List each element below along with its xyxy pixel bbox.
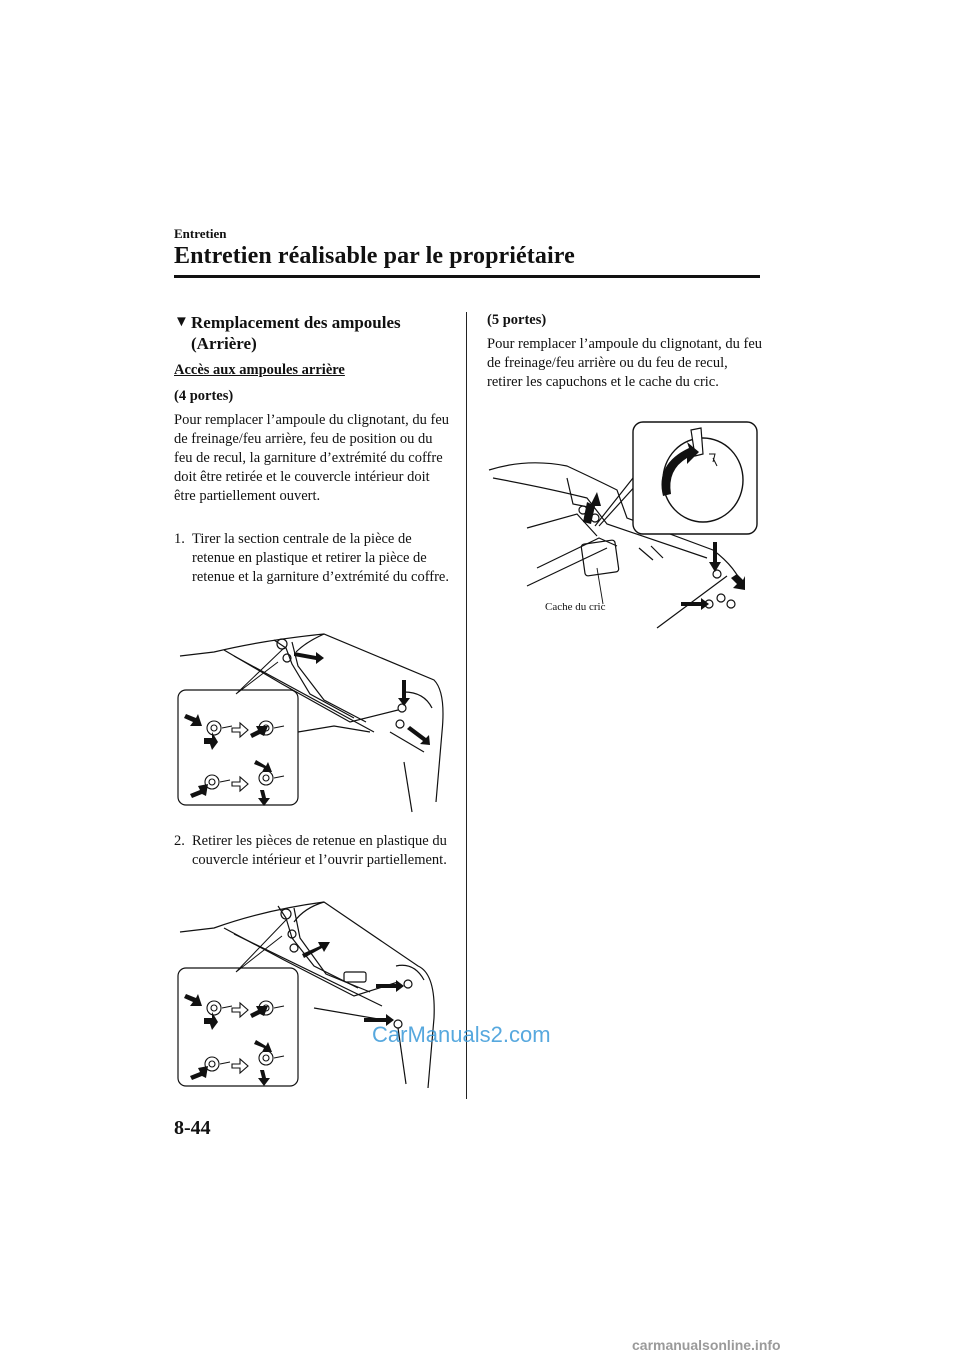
step-number: 1. [174,531,185,547]
subheading: Accès aux ampoules arrière [174,362,345,378]
step-2 [174,832,450,870]
step-number: 2. [174,833,185,849]
page-number: 8-44 [174,1117,211,1139]
site-footer: carmanualsonline.info [632,1337,781,1353]
heading-line-1: Remplacement des ampoules [191,313,401,332]
intro-paragraph: Pour remplacer l’ampoule du clignotant, du feu de freinage/feu arrière ou du feu de recul, retirer les capuchons et le cache du cric. [487,336,763,390]
chapter-title: Entretien réalisable par le propriétaire [174,243,575,269]
intro-paragraph: Pour remplacer l’ampoule du clignotant, du feu de freinage/feu arrière, feu de position ou du feu de recul, la garniture d’extrémité du coffre doit être retirée et le couvercle intérieur doit être partiellement ouvert. [174,412,450,504]
variant-4-doors: (4 portes) [174,388,234,404]
section-heading [174,312,450,354]
step-1 [174,530,450,587]
inner-cover-figure [174,888,454,1093]
jack-cover-figure [487,418,762,633]
watermark-text: CarManuals2.com [372,1022,551,1047]
step-2-block [174,832,450,870]
variant-5-doors: (5 portes) [487,312,547,328]
triangle-down-icon: ▼ [174,314,189,330]
heading-line-2: (Arrière) [191,334,257,353]
step-text: Tirer la section centrale de la pièce de retenue en plastique et retirer la pièce de retenue et la garniture d’extrémité du coffre. [192,531,449,585]
jack-cover-label: Cache du cric [545,601,606,613]
column-divider [466,312,467,1099]
trunk-trim-figure [174,622,454,817]
header-rule [174,275,760,278]
step-text: Retirer les pièces de retenue en plastique du couvercle intérieur et l’ouvrir partiellement. [192,833,447,868]
section-label: Entretien [174,226,227,241]
right-column [487,312,763,392]
heading-text [191,312,401,354]
left-column [174,312,450,587]
